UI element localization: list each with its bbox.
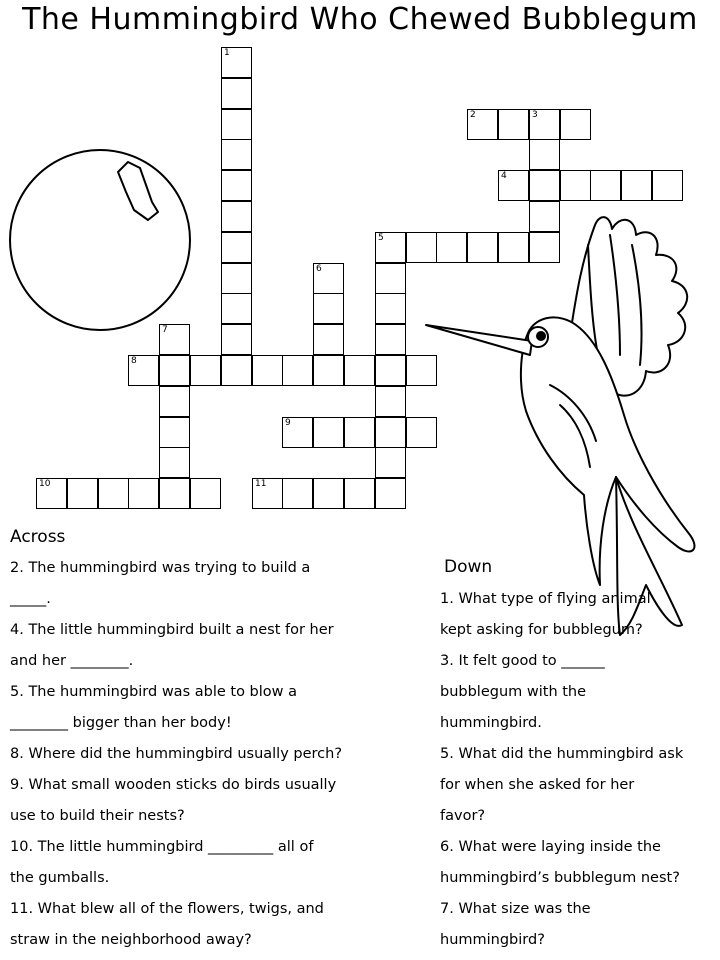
crossword-cell[interactable] xyxy=(436,232,467,263)
crossword-cell[interactable] xyxy=(529,201,560,232)
clue-line: 1. What type of flying animal xyxy=(440,591,651,607)
crossword-cell[interactable] xyxy=(560,170,591,201)
clue-line: 2. The hummingbird was trying to build a xyxy=(10,560,311,576)
crossword-cell[interactable] xyxy=(159,417,190,448)
crossword-cell[interactable] xyxy=(529,232,560,263)
clue-line: ________ bigger than her body! xyxy=(10,715,232,731)
crossword-cell[interactable] xyxy=(36,478,67,509)
down-heading: Down xyxy=(444,557,493,577)
crossword-cell[interactable] xyxy=(375,478,406,509)
crossword-cell[interactable] xyxy=(190,355,221,386)
crossword-cell[interactable] xyxy=(375,355,406,386)
clue-line: 6. What were laying inside the xyxy=(440,839,661,855)
crossword-cell[interactable] xyxy=(652,170,683,201)
crossword-cell[interactable] xyxy=(406,355,437,386)
crossword-cell[interactable] xyxy=(159,324,190,355)
clue-line: 7. What size was the xyxy=(440,901,591,917)
clue-number: 11 xyxy=(255,479,267,489)
crossword-cell[interactable] xyxy=(221,232,252,263)
crossword-cell[interactable] xyxy=(313,478,344,509)
clue-line: 10. The little hummingbird _________ all of xyxy=(10,839,314,855)
crossword-cell[interactable] xyxy=(190,478,221,509)
crossword-cell[interactable] xyxy=(313,293,344,324)
clue-line: use to build their nests? xyxy=(10,808,185,824)
crossword-cell[interactable] xyxy=(221,109,252,140)
crossword-cell[interactable] xyxy=(221,324,252,355)
crossword-cell[interactable] xyxy=(375,386,406,417)
crossword-cell[interactable] xyxy=(498,170,529,201)
crossword-cell[interactable] xyxy=(159,447,190,478)
crossword-cell[interactable] xyxy=(467,232,498,263)
down-clues xyxy=(440,584,715,956)
crossword-cell[interactable] xyxy=(98,478,129,509)
crossword-cell[interactable] xyxy=(221,78,252,109)
crossword-cell[interactable] xyxy=(128,355,159,386)
clue-number: 2 xyxy=(470,110,476,120)
crossword-cell[interactable] xyxy=(313,324,344,355)
clue-line: and her ________. xyxy=(10,653,134,669)
clue-number: 4 xyxy=(501,171,507,181)
crossword-cell[interactable] xyxy=(313,355,344,386)
crossword-cell[interactable] xyxy=(159,355,190,386)
across-heading: Across xyxy=(10,527,66,547)
clue-number: 1 xyxy=(224,48,230,58)
crossword-cell[interactable] xyxy=(221,47,252,78)
clue-number: 6 xyxy=(316,264,322,274)
clue-line: favor? xyxy=(440,808,486,824)
crossword-cell[interactable] xyxy=(67,478,98,509)
crossword-cell[interactable] xyxy=(282,478,313,509)
crossword-cell[interactable] xyxy=(375,263,406,294)
page-title: The Hummingbird Who Chewed Bubblegum xyxy=(22,2,698,37)
crossword-cell[interactable] xyxy=(375,324,406,355)
clue-line: 5. What did the hummingbird ask xyxy=(440,746,684,762)
crossword-cell[interactable] xyxy=(344,355,375,386)
crossword-cell[interactable] xyxy=(406,232,437,263)
clue-line: 11. What blew all of the flowers, twigs, and xyxy=(10,901,324,917)
crossword-cell[interactable] xyxy=(221,355,252,386)
crossword-cell[interactable] xyxy=(252,355,283,386)
crossword-cell[interactable] xyxy=(529,170,560,201)
crossword-cell[interactable] xyxy=(221,293,252,324)
crossword-cell[interactable] xyxy=(344,478,375,509)
crossword-cell[interactable] xyxy=(406,417,437,448)
crossword-cell[interactable] xyxy=(128,478,159,509)
crossword-cell[interactable] xyxy=(375,232,406,263)
crossword-cell[interactable] xyxy=(529,109,560,140)
clue-line: 4. The little hummingbird built a nest for her xyxy=(10,622,334,638)
crossword-cell[interactable] xyxy=(375,447,406,478)
across-clues xyxy=(10,553,415,956)
crossword-cell[interactable] xyxy=(344,417,375,448)
clue-line: 3. It felt good to ______ xyxy=(440,653,605,669)
clue-line: _____. xyxy=(10,591,51,607)
clue-number: 3 xyxy=(532,110,538,120)
crossword-cell[interactable] xyxy=(159,386,190,417)
crossword-cell[interactable] xyxy=(498,109,529,140)
crossword-cell[interactable] xyxy=(560,109,591,140)
clue-number: 7 xyxy=(162,325,168,335)
crossword-cell[interactable] xyxy=(159,478,190,509)
clue-line: bubblegum with the xyxy=(440,684,587,700)
crossword-cell[interactable] xyxy=(467,109,498,140)
crossword-cell[interactable] xyxy=(252,478,283,509)
clue-line: the gumballs. xyxy=(10,870,110,886)
crossword-cell[interactable] xyxy=(313,263,344,294)
clue-number: 10 xyxy=(39,479,51,489)
clue-line: straw in the neighborhood away? xyxy=(10,932,252,948)
crossword-cell[interactable] xyxy=(221,170,252,201)
clue-line: kept asking for bubblegum? xyxy=(440,622,643,638)
crossword-cell[interactable] xyxy=(375,293,406,324)
clue-line: 8. Where did the hummingbird usually perch? xyxy=(10,746,343,762)
crossword-cell[interactable] xyxy=(498,232,529,263)
clue-number: 8 xyxy=(131,356,137,366)
crossword-cell[interactable] xyxy=(375,417,406,448)
clue-line: 5. The hummingbird was able to blow a xyxy=(10,684,298,700)
crossword-cell[interactable] xyxy=(221,263,252,294)
clue-line: hummingbird. xyxy=(440,715,542,731)
crossword-cell[interactable] xyxy=(282,417,313,448)
clue-line: hummingbird’s bubblegum nest? xyxy=(440,870,680,886)
crossword-cell[interactable] xyxy=(590,170,621,201)
clue-line: hummingbird? xyxy=(440,932,545,948)
crossword-cell[interactable] xyxy=(529,139,560,170)
clue-number: 9 xyxy=(285,418,291,428)
crossword-cell[interactable] xyxy=(282,355,313,386)
crossword-cell[interactable] xyxy=(221,201,252,232)
crossword-cell[interactable] xyxy=(621,170,652,201)
clue-line: 9. What small wooden sticks do birds usually xyxy=(10,777,337,793)
crossword-cell[interactable] xyxy=(221,139,252,170)
crossword-cell[interactable] xyxy=(313,417,344,448)
clue-number: 5 xyxy=(378,233,384,243)
clue-line: for when she asked for her xyxy=(440,777,635,793)
